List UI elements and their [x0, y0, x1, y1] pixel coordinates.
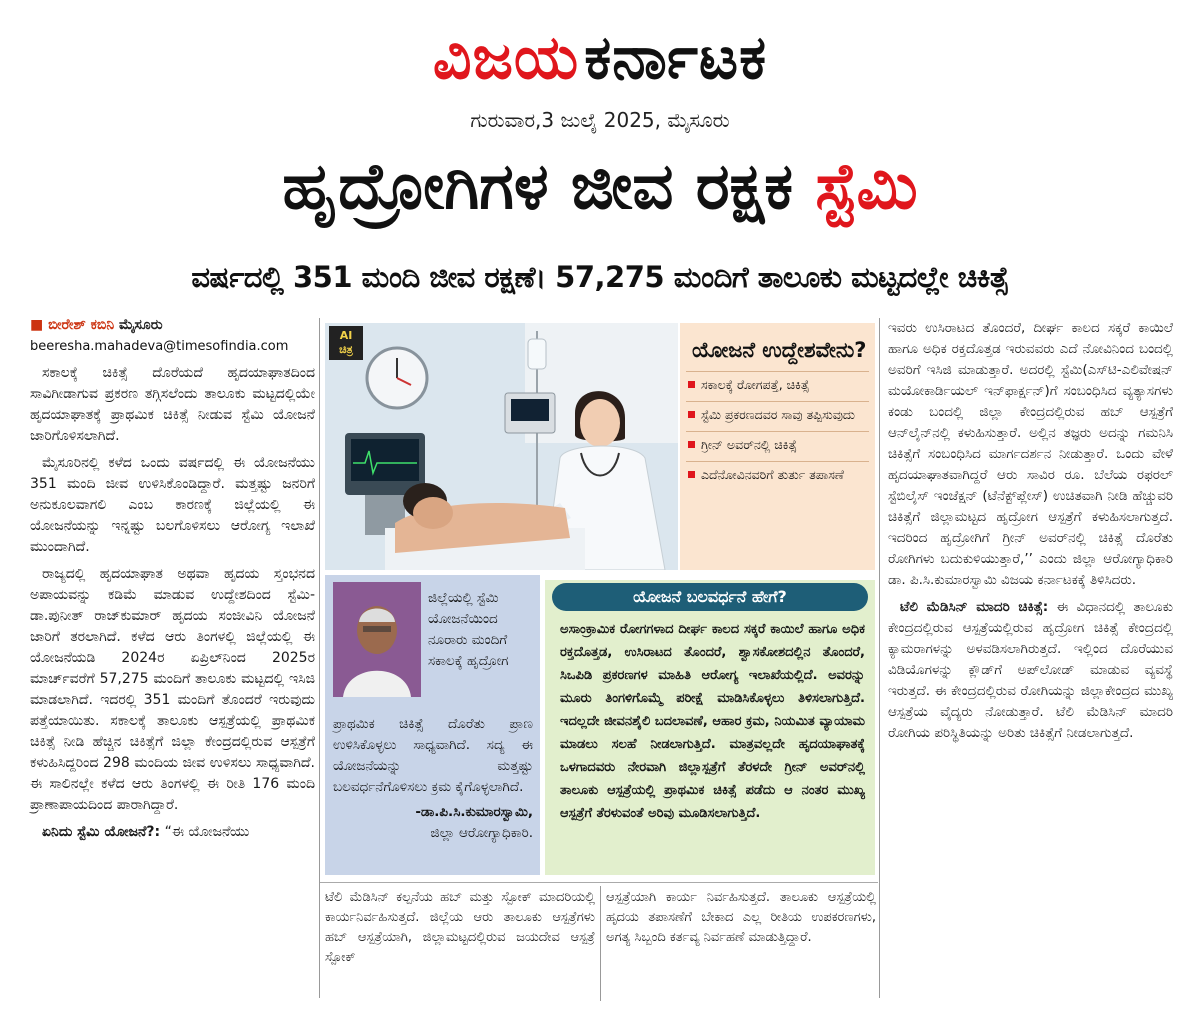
objective-item-text: ಗ್ರೀನ್ ಅವರ್‌ನಲ್ಲಿ ಚಿಕಿತ್ಸೆ: [701, 437, 797, 452]
byline-place: ಮೈಸೂರು: [119, 317, 163, 333]
col1-paragraph-2: ಮೈಸೂರಿನಲ್ಲಿ ಕಳೆದ ಒಂದು ವರ್ಷದಲ್ಲಿ ಈ ಯೋಜನೆಯು 351 ಮಂದಿ ಜೀವ ಉಳಿಸಿಕೊಂಡಿದ್ದಾರೆ. ಮತ್ತಷ್ಟು ಜನರಿಗೆ ಅನುಕೂಲವಾಗಲಿ ಎಂಬ ಕಾರಣಕ್ಕೆ ಜಿಲ್ಲೆಯಲ್ಲಿ ಈ ಯೋಜನೆಯನ್ನು ಇನ್ನಷ್ಟು ಬಲಗೊಳಿಸಲು ಆರೋಗ್ಯ ಇಲಾಖೆ ಮುಂದಾಗಿದೆ.: [30, 455, 315, 555]
red-square-bullet-icon: [688, 441, 695, 448]
objective-item-text: ಎದೆನೋವಿನವರಿಗೆ ತುರ್ತು ತಪಾಸಣೆ: [701, 467, 844, 482]
headline-main: ಹೃದ್ರೋಗಿಗಳ ಜೀವ ರಕ್ಷಕ: [282, 150, 794, 224]
byline: ■ ಬೀರೇಶ್ ಕಬಿನಿ ಮೈಸೂರು: [30, 317, 163, 333]
column-1: [30, 315, 315, 849]
col4-paragraph-2-text: ಈ ವಿಧಾನದಲ್ಲಿ ತಾಲೂಕು ಕೇಂದ್ರದಲ್ಲಿರುವ ಆಸ್ಪತ್ರೆಯಲ್ಲಿರುವ ಹೃದ್ರೋಗ ಚಿಕಿತ್ಸೆ ಕೇಂದ್ರದಲ್ಲಿ ಕ್ಯಾಮರಾಗಳನ್ನು ಅಳವಡಿಸಲಾಗಿರುತ್ತದೆ. ಇಲ್ಲಿಂದ ದೊರೆಯುವ ವಿಡಿಯೊಗಳನ್ನು ಕ್ಲೌಡ್‌ಗೆ ಅಪ್‌ಲೋಡ್ ಮಾಡುವ ವ್ಯವಸ್ಥೆ ಇರುತ್ತದೆ. ಈ ಕೇಂದ್ರದಲ್ಲಿರುವ ರೋಗಿಯನ್ನು ಜಿಲ್ಲಾಕೇಂದ್ರದ ಮುಖ್ಯ ಆಸ್ಪತ್ರೆಯ ವೈದ್ಯರು ನೋಡುತ್ತಾರೆ. ಟೆಲಿ ಮೆಡಿಸಿನ್ ಮಾದರಿ ರೋಗಿಯ ಪರಿಸ್ಥಿತಿಯನ್ನು ಅರಿತು ಚಿಕಿತ್ಸೆಗೆ ನೀಡಲಾಗುತ್ತದೆ.: [888, 599, 1173, 741]
objectives-title: ಯೋಜನೆ ಉದ್ದೇಶವೇನು?: [692, 338, 867, 362]
col1-paragraph-1: ಸಕಾಲಕ್ಕೆ ಚಿಕಿತ್ಸೆ ದೊರೆಯದೆ ಹೃದಯಾಘಾತದಿಂದ ಸಾವಿಗೀಡಾಗುವ ಪ್ರಕರಣ ತಗ್ಗಿಸಲೆಂದು ತಾಲೂಕು ಮಟ್ಟದಲ್ಲಿಯೇ ಹೃದಯಾಘಾತಕ್ಕೆ ಪ್ರಾಥಮಿಕ ಚಿಕಿತ್ಸೆ ನೀಡುವ ಸ್ಟೆಮಿ ಯೋಜನೆ ಜಾರಿಗೊಳಿಸಲಾಗಿದೆ.: [30, 365, 315, 444]
masthead: [0, 23, 1200, 93]
objective-item: [686, 401, 869, 423]
col1-subhead: ಏನಿದು ಸ್ಟೆಮಿ ಯೋಜನೆ?:: [42, 824, 161, 840]
objective-item: [686, 461, 869, 483]
column-divider-1: [319, 318, 320, 998]
bottom-column-1: ಟೆಲಿ ಮೆಡಿಸಿನ್ ಕಲ್ಪನೆಯ ಹಬ್ ಮತ್ತು ಸ್ಪೋಕ್ ಮಾದರಿಯಲ್ಲಿ ಕಾರ್ಯನಿರ್ವಹಿಸುತ್ತದೆ. ಜಿಲ್ಲೆಯ ಆರು ತಾಲೂಕು ಆಸ್ಪತ್ರೆಗಳು ಹಬ್ ಆಸ್ಪತ್ರೆಯಾಗಿ, ಜಿಲ್ಲಾಮಟ್ಟದಲ್ಲಿರುವ ಜಯದೇವ ಆಸ್ಪತ್ರೆ ಸ್ಪೋಕ್: [325, 890, 595, 965]
headline: [20, 152, 1180, 222]
headline-accent: ಸ್ಟೆಮಿ: [815, 150, 918, 224]
masthead-name-part2: ಕರ್ನಾಟಕ: [584, 23, 768, 93]
bottom-divider: [320, 882, 878, 883]
ai-badge-line-2: ಚಿತ್ರ: [339, 343, 353, 356]
red-square-bullet-icon: [688, 471, 695, 478]
column-4: [888, 318, 1173, 750]
column-divider-3: [879, 318, 880, 998]
author-email: beeresha.mahadeva@timesofindia.com: [30, 339, 289, 354]
col1-paragraph-4: [30, 822, 315, 843]
bottom-column-2: ಆಸ್ಪತ್ರೆಯಾಗಿ ಕಾರ್ಯ ನಿರ್ವಹಿಸುತ್ತದೆ. ತಾಲೂಕು ಆಸ್ಪತ್ರೆಯಲ್ಲಿ ಹೃದಯ ತಪಾಸಣೆಗೆ ಬೇಕಾದ ಎಲ್ಲ ರೀತಿಯ ಉಪಕರಣಗಳು, ಅಗತ್ಯ ಸಿಬ್ಬಂದಿ ಕರ್ತವ್ಯ ನಿರ್ವಹಣೆ ಮಾಡುತ್ತಿದ್ದಾರೆ.: [606, 890, 876, 945]
objectives-box: [680, 323, 875, 570]
quote-text-side: ಜಿಲ್ಲೆಯಲ್ಲಿ ಸ್ಟೆಮಿ ಯೋಜನೆಯಿಂದ ನೂರಾರು ಮಂದಿಗೆ ಸಕಾಲಕ್ಕೆ ಹೃದ್ರೋಗ: [428, 590, 509, 669]
col1-paragraph-4-text: “ಈ ಯೋಜನೆಯು: [160, 824, 250, 840]
objective-item: [686, 371, 869, 393]
ai-image-badge: [329, 326, 363, 360]
objective-item: [686, 431, 869, 453]
quote-text-below: [333, 714, 533, 844]
red-square-bullet-icon: [688, 411, 695, 418]
byline-author: ಬೀರೇಶ್ ಕಬಿನಿ: [48, 317, 115, 333]
masthead-name-part1: ವಿಜಯ: [432, 23, 580, 93]
strengthening-title: ಯೋಜನೆ ಬಲವರ್ಧನೆ ಹೇಗೆ?: [552, 583, 868, 611]
hospital-scene-illustration: [325, 323, 678, 570]
ai-badge-line-1: AI: [339, 329, 353, 342]
objective-item-text: ಸ್ಟೆಮಿ ಪ್ರಕರಣದವರ ಸಾವು ತಪ್ಪಿಸುವುದು: [701, 407, 855, 422]
red-square-bullet-icon: [688, 381, 695, 388]
quote-text-continued: ಪ್ರಾಥಮಿಕ ಚಿಕಿತ್ಸೆ ದೊರೆತು ಪ್ರಾಣ ಉಳಿಸಿಕೊಳ್ಳಲು ಸಾಧ್ಯವಾಗಿದೆ. ಸದ್ಯ ಈ ಯೋಜನೆಯನ್ನು ಮತ್ತಷ್ಟು ಬಲವರ್ಧನೆಗೊಳಿಸಲು ಕ್ರಮ ಕೈಗೊಳ್ಳಲಾಗಿದೆ.: [333, 716, 533, 795]
col4-paragraph-2: [888, 597, 1173, 744]
column-divider-2: [600, 886, 601, 1001]
quote-designation: ಜಿಲ್ಲಾ ಆರೋಗ್ಯಾಧಿಕಾರಿ.: [430, 825, 533, 841]
portrait-illustration: [333, 582, 421, 697]
col4-subhead: ಟೆಲಿ ಮೆಡಿಸಿನ್ ಮಾದರಿ ಚಿಕಿತ್ಸೆ:: [900, 599, 1049, 615]
objective-item-text: ಸಕಾಲಕ್ಕೆ ರೋಗಪತ್ತೆ, ಚಿಕಿತ್ಸೆ: [701, 377, 810, 392]
subheadline: ವರ್ಷದಲ್ಲಿ 351 ಮಂದಿ ಜೀವ ರಕ್ಷಣೆ। 57,275 ಮಂದಿಗೆ ತಾಲೂಕು ಮಟ್ಟದಲ್ಲೇ ಚಿಕಿತ್ಸೆ: [191, 260, 1009, 294]
ai-illustration-photo: [325, 323, 678, 570]
col4-paragraph-1: ಇವರು ಉಸಿರಾಟದ ತೊಂದರೆ, ದೀರ್ಘ ಕಾಲದ ಸಕ್ಕರೆ ಕಾಯಿಲೆ ಹಾಗೂ ಅಧಿಕ ರಕ್ತದೊತ್ತಡ ಇರುವವರು ಎದೆ ನೋವಿನಿಂದ ಬಂದಲ್ಲಿ ಅವರಿಗೆ ಇಸಿಜಿ ಮಾಡುತ್ತಾರೆ. ಅದರಲ್ಲಿ ಸ್ಟೆಮಿ(ಎಸ್‌ಟಿ-ಎಲಿವೇಷನ್ ಮಯೋಕಾರ್ಡಿಯಲ್ ಇನ್‌ಫಾರ್ಕ್ಷನ್)ಗೆ ಸಂಬಂಧಿಸಿದ ವ್ಯತ್ಯಾಸಗಳು ಕಂಡು ಬಂದಲ್ಲಿ ಜಿಲ್ಲಾ ಕೇಂದ್ರದಲ್ಲಿರುವ ಹಬ್ ಆಸ್ಪತ್ರೆಗೆ ಆನ್‌ಲೈನ್‌ನಲ್ಲಿ ಕಳುಹಿಸುತ್ತಾರೆ. ಅಲ್ಲಿನ ತಜ್ಞರು ಅದನ್ನು ಗಮನಿಸಿ ಚಿಕಿತ್ಸೆಗೆ ಸಂಬಂಧಿಸಿದ ಮಾರ್ಗದರ್ಶನ ನೀಡುತ್ತಾರೆ. ಒಂದು ವೇಳೆ ಹೃದಯಾಘಾತವಾಗಿದ್ದರೆ ಆರು ಸಾವಿರ ರೂ. ಬೆಲೆಯ ರಫರಲ್ ಸ್ಟೆಬಿಲೈಸ್ ಇಂಜೆಕ್ಷನ್ (ಟೆನೆಕ್ಟ್‌ಪ್ಲೇಸ್) ಉಚಿತವಾಗಿ ನೀಡಿ ಹೆಚ್ಚುವರಿ ಚಿಕಿತ್ಸೆಗೆ ಜಿಲ್ಲಾಮಟ್ಟದ ಹೃದ್ರೋಗ ಆಸ್ಪತ್ರೆಗೆ ಕಳುಹಿಸಲಾಗುತ್ತದೆ. ಇದರಿಂದ ಹೃದ್ರೋಗಿಗೆ ಗ್ರೀನ್ ಅವರ್‌ನಲ್ಲಿ ಚಿಕಿತ್ಸೆ ದೊರೆತು ರೋಗಿಗಳು ಬದುಕುಳಿಯುತ್ತಾರೆ,’’ ಎಂದು ಜಿಲ್ಲಾ ಆರೋಗ್ಯಾಧಿಕಾರಿ ಡಾ. ಪಿ.ಸಿ.ಕುಮಾರಸ್ವಾಮಿ ವಿಜಯ ಕರ್ನಾಟಕಕ್ಕೆ ತಿಳಿಸಿದರು.: [888, 320, 1173, 588]
quote-attribution: -ಡಾ.ಪಿ.ಸಿ.ಕುಮಾರಸ್ವಾಮಿ,: [415, 804, 533, 820]
official-portrait-photo: [333, 582, 421, 697]
strengthening-text: ಅಸಾಂಕ್ರಾಮಿಕ ರೋಗಗಳಾದ ದೀರ್ಘ ಕಾಲದ ಸಕ್ಕರೆ ಕಾಯಿಲೆ ಹಾಗೂ ಅಧಿಕ ರಕ್ತದೊತ್ತಡ, ಉಸಿರಾಟದ ತೊಂದರೆ, ಶ್ವಾಸಕೋಶದಲ್ಲಿನ ತೊಂದರೆ, ಸಿಒಪಿಡಿ ಪ್ರಕರಣಗಳ ಮಾಹಿತಿ ಆರೋಗ್ಯ ಇಲಾಖೆಯಲ್ಲಿದೆ. ಅವರನ್ನು ಮೂರು ತಿಂಗಳಿಗೊಮ್ಮೆ ಪರೀಕ್ಷೆ ಮಾಡಿಸಿಕೊಳ್ಳಲು ತಿಳಿಸಲಾಗುತ್ತಿದೆ. ಇದಲ್ಲದೇ ಜೀವನಶೈಲಿ ಬದಲಾವಣೆ, ಆಹಾರ ಕ್ರಮ, ನಿಯಮಿತ ವ್ಯಾಯಾಮ ಮಾಡಲು ಸಲಹೆ ನೀಡಲಾಗುತ್ತಿದೆ. ಮಾತ್ರವಲ್ಲದೇ ಹೃದಯಾಘಾತಕ್ಕೆ ಒಳಗಾದವರು ನೇರವಾಗಿ ಜಿಲ್ಲಾಸ್ಪತ್ರೆಗೆ ತೆರಳದೇ ಗ್ರೀನ್ ಅವರ್‌ನಲ್ಲಿ ತಾಲೂಕು ಆಸ್ಪತ್ರೆಯಲ್ಲಿ ಪ್ರಾಥಮಿಕ ಚಿಕಿತ್ಸೆ ಪಡೆದು ಆ ನಂತರ ಮುಖ್ಯ ಆಸ್ಪತ್ರೆಗೆ ತೆರಳುವಂತೆ ಅರಿವು ಮೂಡಿಸಲಾಗುತ್ತಿದೆ.: [560, 622, 865, 821]
dateline: ಗುರುವಾರ,3 ಜುಲೈ 2025, ಮೈಸೂರು: [470, 108, 730, 132]
col1-paragraph-3: ರಾಜ್ಯದಲ್ಲಿ ಹೃದಯಾಘಾತ ಅಥವಾ ಹೃದಯ ಸ್ತಂಭನದ ಅಪಾಯವನ್ನು ಕಡಿಮೆ ಮಾಡುವ ಉದ್ದೇಶದಿಂದ ಸ್ಟೆಮಿ-ಡಾ.ಪುನೀತ್ ರಾಜ್‌ಕುಮಾರ್ ಹೃದಯ ಸಂಜೀವಿನಿ ಯೋಜನೆ ಜಾರಿಗೆ ತರಲಾಗಿದೆ. ಕಳೆದ ಆರು ತಿಂಗಳಲ್ಲಿ ಜಿಲ್ಲೆಯಲ್ಲಿ ಈ ಯೋಜನೆಯಡಿ 2024ರ ಏಪ್ರಿಲ್‌ನಿಂದ 2025ರ ಮಾರ್ಚ್‌ವರೆಗೆ 57,275 ಮಂದಿಗೆ ತಾಲೂಕು ಮಟ್ಟದಲ್ಲಿ ಇಸಿಜಿ ಮಾಡಲಾಗಿದೆ. ಇದರಲ್ಲಿ 351 ಮಂದಿಗೆ ತೊಂದರೆ ಇರುವುದು ಪತ್ತೆಯಾಯಿತು. ಸಕಾಲಕ್ಕೆ ತಾಲೂಕು ಆಸ್ಪತ್ರೆಯಲ್ಲಿ ಪ್ರಾಥಮಿಕ ಚಿಕಿತ್ಸೆ ನೀಡಿ ಹೆಚ್ಚಿನ ಚಿಕಿತ್ಸೆಗೆ ಜಿಲ್ಲಾ ಕೇಂದ್ರದಲ್ಲಿರುವ ಆಸ್ಪತ್ರೆಗೆ ಕಳುಹಿಸಿದ್ದರಿಂದ 298 ಮಂದಿಯ ಜೀವ ಉಳಿಸಲು ಸಾಧ್ಯವಾಗಿದೆ. ಈ ಸಾಲಿನಲ್ಲೇ ಕಳೆದ ಆರು ತಿಂಗಳಲ್ಲಿ ಈ ರೀತಿ 176 ಮಂದಿ ಪ್ರಾಣಾಪಾಯದಿಂದ ಪಾರಾಗಿದ್ದಾರೆ.: [30, 566, 315, 813]
